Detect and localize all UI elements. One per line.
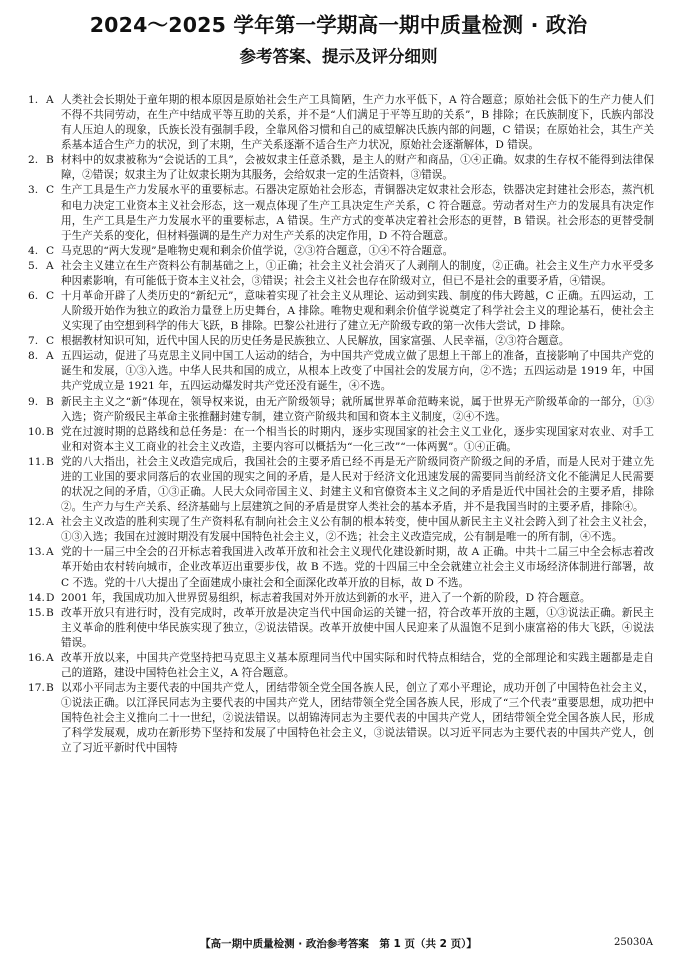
question-number: 12. [28,516,45,529]
explanation-text: 2001 年，我国成功加入世界贸易组织，标志着我国对外开放达到新的水平，进入了一个新的阶段，D 符合题意。 [61,591,591,604]
answer-letter: B [46,606,54,619]
question-number: 11. [28,455,45,468]
answer-item [28,183,654,243]
explanation-text: 社会主义改造的胜利实现了生产资料私有制向社会主义公有制的根本转变，使中国从新民主主义社会跨入到了社会主义社会，①③入选；我国在过渡时期没有发展中国特色社会主义，②不选；社会主义改造完成，公有制是唯一的所有制，④不选。 [61,516,654,544]
answer-letter: C [46,290,55,303]
explanation-text: 改革开放以来，中国共产党坚持把马克思主义基本原理同当代中国实际和时代特点相结合，党的全部理论和实践主题都是走自己的道路，建设中国特色社会主义，A 符合题意。 [61,651,654,679]
answer-list [28,93,654,756]
answer-letter: C [46,244,55,257]
answer-item [28,349,654,394]
answer-letter: B [46,154,54,167]
page-footer: 【高一期中质量检测 · 政治参考答案 第 1 页（共 2 页）】 [200,938,477,950]
explanation-text: 人类社会长期处于童年期的根本原因是原始社会生产工具简陋，生产力水平低下，A 符合题意；原始社会低下的生产力使人们不得不共同劳动，在生产中结成平等互助的关系，并不是“人们满足于平等互助的关系”，B 排除；在氏族制度下，氏族内部没有人压迫人的现象，氏族长没有强制手段，全靠风俗习惯和自己的威望解决氏族内部的问题，C 错误；在原始社会，其生产关系基本适合生产力的状况，到了末期，生产关系逐渐不适合生产力状况，原始社会逐渐解体，D 错误。 [61,94,654,152]
explanation-text: 党的十一届三中全会的召开标志着我国进入改革开放和社会主义现代化建设新时期，故 A 正确。中共十二届三中全会标志着改革开始由农村转向城市，企业改革迈出重要步伐，故 B 不选。党的十四届三中全会就建立社会主义市场经济体制进行部署，故 C 不选。党的十八大提出了全面建成小康社会和全面深化改革开放的目标，故 D 不选。 [61,546,654,589]
answer-item [28,334,654,349]
explanation-text: 党的八大指出，社会主义改造完成后，我国社会的主要矛盾已经不再是无产阶级同资产阶级之间的矛盾，而是人民对于建立先进的工业国的要求同落后的农业国的现实之间的矛盾，是人民对于经济文化迅速发展的需要同当前经济文化不能满足人民需要的状况之间的矛盾，①③正确。人民大众同帝国主义、封建主义和官僚资本主义之间的矛盾是近代中国社会的主要矛盾，排除②。生产力与生产关系、经济基础与上层建筑之间的矛盾是贯穿人类社会的基本矛盾，并不是我国当时的主要矛盾，排除④。 [61,455,654,514]
explanation-text: 十月革命开辟了人类历史的“新纪元”，意味着实现了社会主义从理论、运动到实践、制度的伟大跨越，C 正确。五四运动，工人阶级开始作为独立的政治力量登上历史舞台，A 排除。唯物史观和剩余价值学说奠定了科学社会主义的理论基石，使社会主义实现了由空想到科学的伟大飞跃，B 排除。巴黎公社进行了建立无产阶级专政的第一次伟大尝试，D 排除。 [61,290,654,333]
answer-letter: B [46,682,54,695]
explanation-text: 材料中的奴隶被称为“会说话的工具”，会被奴隶主任意杀戮，是主人的财产和商品，①④正确。奴隶的生存权不能得到法律保障，②错误；奴隶主为了让奴隶长期为其服务，会给奴隶一定的生活资料，③错误。 [61,154,654,182]
answer-letter: A [46,259,54,272]
explanation-text: 改革开放只有进行时，没有完成时，改革开放是决定当代中国命运的关键一招，符合改革开放的主题，①③说法正确。新民主主义革命的胜利使中华民族实现了独立，②说法错误。改革开放使中国人民迎来了从温饱不足到小康富裕的伟大飞跃，④说法错误。 [61,606,654,649]
explanation-text: 生产工具是生产力发展水平的重要标志。石器决定原始社会形态，青铜器决定奴隶社会形态，铁器决定封建社会形态，蒸汽机和电力决定工业资本主义社会形态，这一观点体现了生产工具决定生产关系，C 符合题意。劳动者对生产力的发展具有决定作用，生产工具是生产力发展水平的重要标志，A 错误。生产方式的变革决定着社会形态的更替，B 错误。社会形态的更替受制于生产关系的变化，但材料强调的是生产力对生产关系的决定作用，D 不符合题意。 [61,184,654,242]
question-number: 4. [28,244,39,257]
answer-letter: B [46,425,54,438]
answer-item [28,93,654,153]
question-number: 8. [28,350,39,363]
question-number: 7. [28,335,39,348]
answer-item [28,591,654,606]
answer-item [28,606,654,651]
answer-letter: A [46,94,54,106]
explanation-text: 社会主义建立在生产资料公有制基础之上，①正确；社会主义社会消灭了人剥削人的制度，②正确。社会主义生产力水平受多种因素影响，有可能低于资本主义社会，③错误；社会主义社会也存在阶级对立，但已不是社会的重要矛盾，④错误。 [61,259,654,287]
answer-item [28,651,654,681]
question-number: 13. [28,546,45,559]
answer-letter: A [46,350,54,363]
question-number: 10. [28,425,45,438]
question-number: 6. [28,290,39,303]
explanation-text: 五四运动，促进了马克思主义同中国工人运动的结合，为中国共产党成立做了思想上干部上的准备，直接影响了中国共产党的诞生和发展，①③入选。中华人民共和国的成立，从根本上改变了中国社会的发展方向，②不选；五四运动是 1919 年，中国共产党成立是 1921 年，五四运动爆发时共产党还没有诞生，④不选。 [61,350,654,393]
explanation-text: 根据教材知识可知，近代中国人民的历史任务是民族独立、人民解放，国家富强、人民幸福，②③符合题意。 [61,335,570,348]
answer-letter: A [46,651,54,664]
answer-letter: D [46,591,55,604]
answer-letter: C [46,184,55,197]
answer-item [28,259,654,289]
answer-letter: C [46,335,55,348]
answer-item [28,395,654,425]
explanation-text: 以邓小平同志为主要代表的中国共产党人，团结带领全党全国各族人民，创立了邓小平理论，成功开创了中国特色社会主义，①说法正确。以江泽民同志为主要代表的中国共产党人，团结带领全党全国各族人民，形成了“三个代表”重要思想，成功把中国特色社会主义推向二十一世纪，②说法错误。以胡锦涛同志为主要代表的中国共产党人，团结带领全党全国各族人民，形成了科学发展观，成功在新形势下坚持和发展了中国特色社会主义，③说法错误。以习近平同志为主要代表的中国共产党人，创立了习近平新时代中国特 [61,682,654,755]
question-number: 17. [28,682,45,695]
question-number: 16. [28,651,45,664]
answer-letter: B [46,455,54,468]
question-number: 5. [28,259,39,272]
question-number: 3. [28,184,39,197]
page-subtitle: 参考答案、提示及评分细则 [239,47,438,66]
answer-item [28,455,654,515]
question-number: 15. [28,606,45,619]
answer-item [28,153,654,183]
question-number: 14. [28,591,45,604]
question-number: 2. [28,154,39,167]
paper-code: 25030A [613,937,653,948]
answer-item [28,545,654,590]
answer-item [28,244,654,259]
answer-letter: B [46,395,54,408]
question-number: 9. [28,395,39,408]
answer-item [28,515,654,545]
answer-letter: A [46,546,54,559]
answer-letter: A [46,516,54,529]
explanation-text: 新民主主义之“新”体现在，领导权来说，由无产阶级领导；就所属世界革命范畴来说，属于世界无产阶级革命的一部分，①③入选；资产阶级民主革命主张推翻封建专制，建立资产阶级共和国和资本主义制度，②④不选。 [61,395,654,423]
question-number: 1. [28,94,39,106]
explanation-text: 党在过渡时期的总路线和总任务是：在一个相当长的时期内，逐步实现国家的社会主义工业化，逐步实现国家对农业、对手工业和对资本主义工商业的社会主义改造，主要内容可以概括为“一化三改”“一体两翼”。①④正确。 [61,425,654,453]
page-title: 2024～2025 学年第一学期高一期中质量检测 · 政治 [89,13,588,37]
answer-item [28,289,654,334]
answer-item [28,425,654,455]
explanation-text: 马克思的“两大发现”是唯物史观和剩余价值学说，②③符合题意，①④不符合题意。 [61,244,454,257]
answer-item [28,681,654,756]
